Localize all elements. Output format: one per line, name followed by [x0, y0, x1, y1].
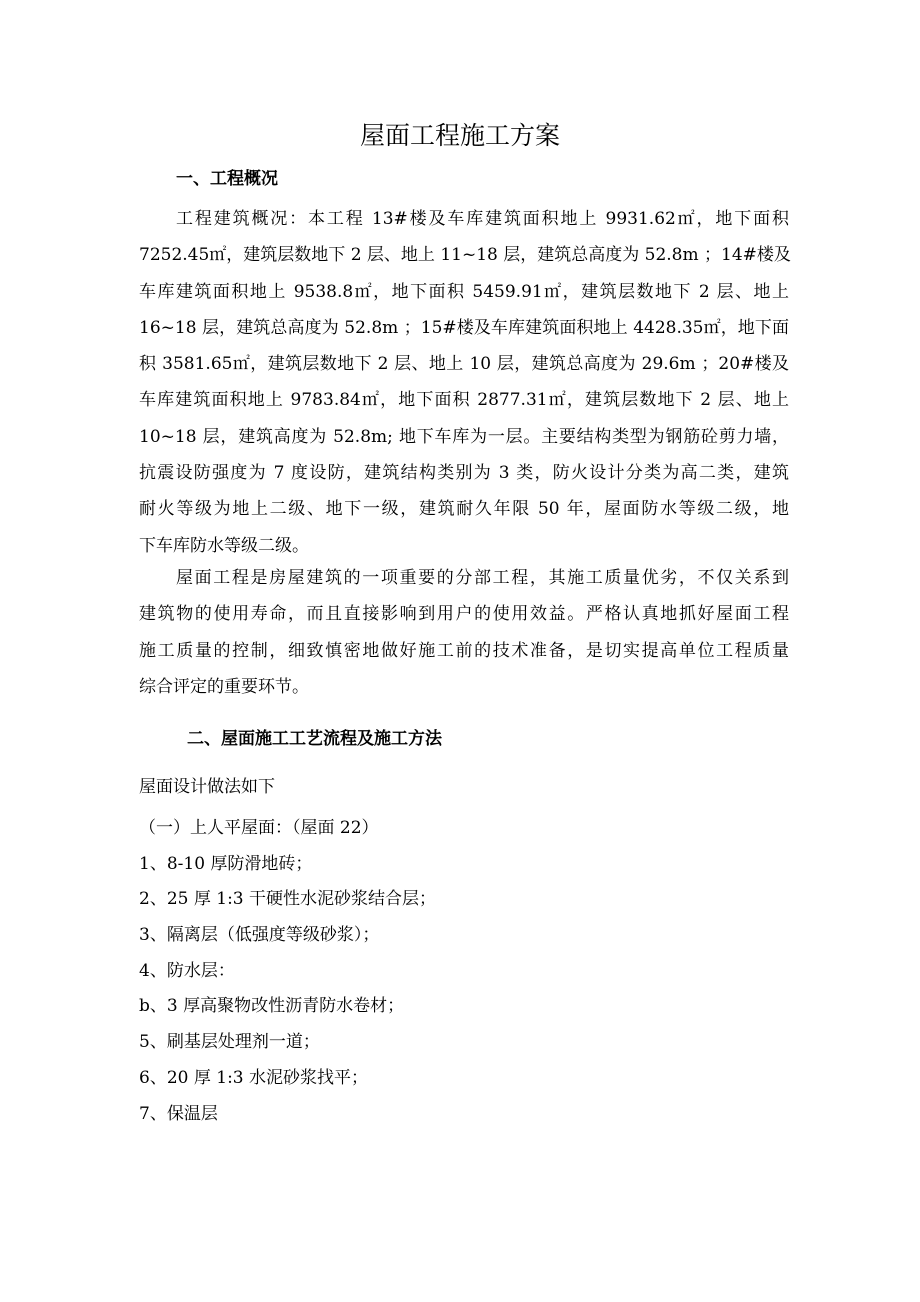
- list-item: 1、8-10 厚防滑地砖；: [139, 853, 313, 874]
- list-intro: 屋面设计做法如下: [139, 777, 275, 797]
- paragraph-line: 屋面工程是房屋建筑的一项重要的分部工程，其施工质量优劣，不仅关系到: [176, 568, 789, 588]
- list-item: b、3 厚高聚物改性沥青防水卷材；: [139, 996, 405, 1017]
- list-item: 5、刷基层处理剂一道；: [139, 1032, 320, 1053]
- paragraph-line: 10~18 层，建筑高度为 52.8m; 地下车库为一层。主要结构类型为钢筋砼剪力墙，: [139, 426, 789, 447]
- paragraph-line: 车库建筑面积地上 9783.84㎡，地下面积 2877.31㎡，建筑层数地下 2 层、地上: [139, 390, 789, 411]
- paragraph-line: 积 3581.65㎡，建筑层数地下 2 层、地上 10 层，建筑总高度为 29.6m ；20#楼及: [139, 354, 789, 375]
- paragraph-line: 抗震设防强度为 7 度设防，建筑结构类别为 3 类，防火设计分类为高二类，建筑: [139, 463, 789, 484]
- paragraph-line: 车库建筑面积地上 9538.8㎡，地下面积 5459.91㎡，建筑层数地下 2 层、地上: [139, 281, 789, 302]
- paragraph-line: 工程建筑概况：本工程 13#楼及车库建筑面积地上 9931.62㎡，地下面积: [176, 209, 789, 229]
- paragraph-line: 7252.45㎡，建筑层数地下 2 层、地上 11~18 层，建筑总高度为 52.8m ；14#楼及: [139, 245, 791, 266]
- overview-paragraph: [139, 201, 789, 564]
- section-heading-process: 二、屋面施工工艺流程及施工方法: [187, 729, 442, 749]
- list-item: 2、25 厚 1:3 干硬性水泥砂浆结合层；: [139, 889, 437, 910]
- list-item: 4、防水层：: [139, 960, 235, 981]
- document-title: 屋面工程施工方案: [359, 121, 560, 150]
- list-subheading: （一）上人平屋面：（屋面 22）: [139, 818, 379, 838]
- paragraph-line: 耐火等级为地上二级、地下一级，建筑耐久年限 50 年，屋面防水等级二级，地: [139, 499, 789, 520]
- paragraph-line: 综合评定的重要环节。: [139, 676, 309, 697]
- list-item: 7、保温层: [139, 1103, 218, 1124]
- section-heading-overview: 一、工程概况: [176, 169, 278, 189]
- list-item: 6、20 厚 1:3 水泥砂浆找平；: [139, 1067, 369, 1088]
- importance-paragraph: [139, 560, 789, 705]
- paragraph-line: 建筑物的使用寿命，而且直接影响到用户的使用效益。严格认真地抓好屋面工程: [139, 604, 789, 625]
- paragraph-line: 16~18 层，建筑总高度为 52.8m ；15#楼及车库建筑面积地上 4428.35㎡，地下面: [139, 317, 789, 338]
- roof-design-list: [139, 772, 436, 1132]
- list-item: 3、隔离层（低强度等级砂浆）；: [139, 925, 380, 946]
- paragraph-line: 下车库防水等级二级。: [139, 535, 309, 556]
- paragraph-line: 施工质量的控制，细致慎密地做好施工前的技术准备，是切实提高单位工程质量: [139, 640, 789, 661]
